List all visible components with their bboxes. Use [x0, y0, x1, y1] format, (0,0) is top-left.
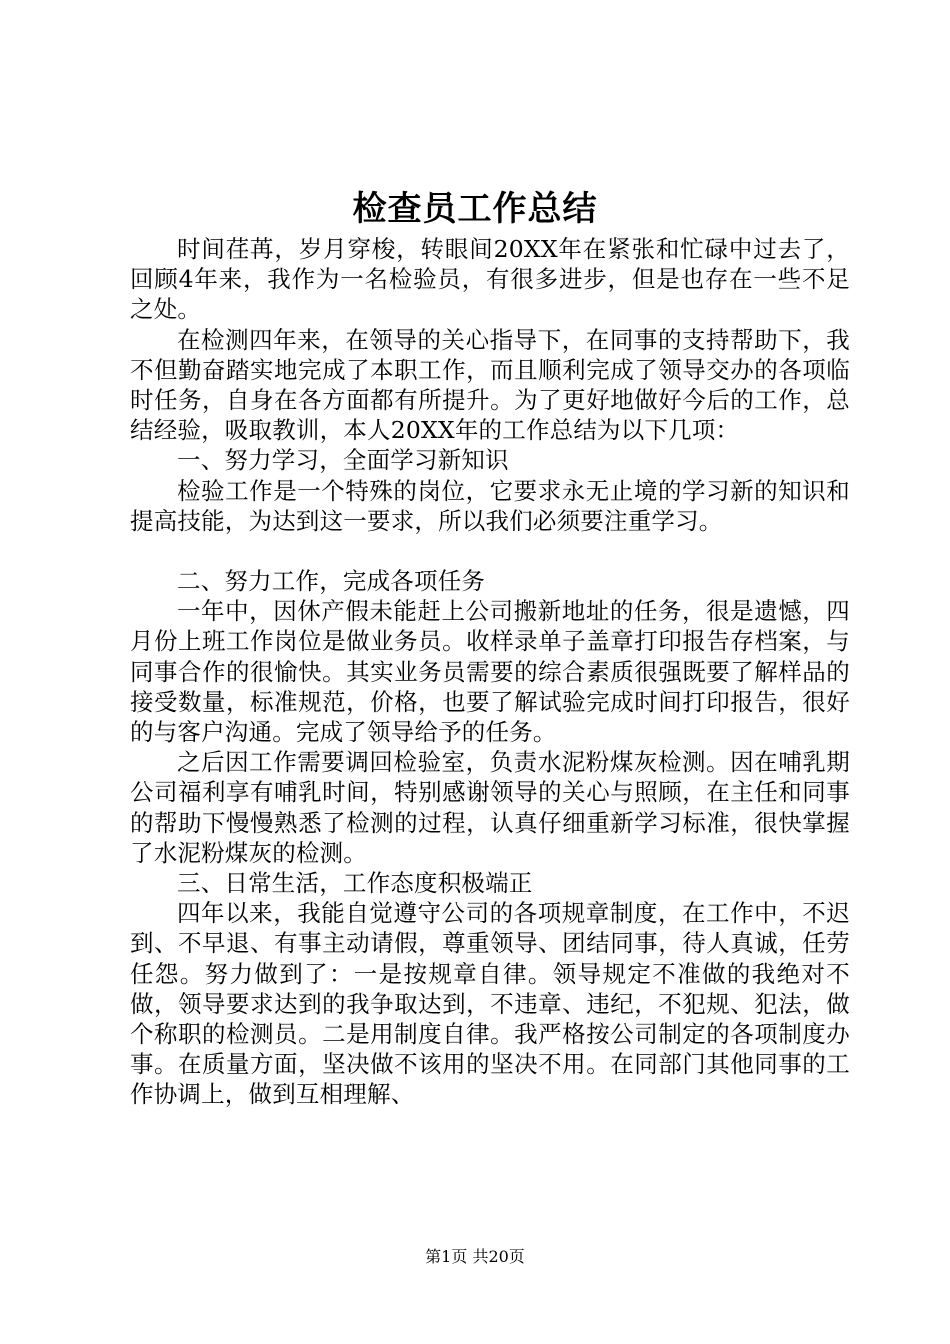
section-heading-1: 一、努力学习，全面学习新知识 — [177, 446, 509, 475]
document-title: 检查员工作总结 — [352, 189, 598, 229]
paragraph-overview: 在检测四年来，在领导的关心指导下，在同事的支持帮助下，我不但勤奋踏实地完成了本职工作，而且顺利完成了领导交办的各项临时任务，自身在各方面都有所提升。为了更好地做好今后的工作，总结经验，吸取教训，本人20XX年的工作总结为以下几项： — [130, 325, 850, 445]
document-body — [130, 234, 850, 1110]
paragraph-intro: 时间荏苒，岁月穿梭，转眼间20XX年在紧张和忙碌中过去了，回顾4年来，我作为一名检验员，有很多进步，但是也存在一些不足之处。 — [130, 235, 850, 324]
section-heading-3: 三、日常生活，工作态度积极端正 — [177, 869, 533, 898]
paragraph-study: 检验工作是一个特殊的岗位，它要求永无止境的学习新的知识和提高技能，为达到这一要求，所以我们必须要注重学习。 — [130, 476, 850, 535]
paragraph-spacer — [130, 536, 850, 566]
section-heading-2: 二、努力工作，完成各项任务 — [177, 567, 486, 596]
page-number-footer: 第1页 共20页 — [425, 1247, 525, 1266]
paragraph-attitude: 四年以来，我能自觉遵守公司的各项规章制度，在工作中，不迟到、不早退、有事主动请假，尊重领导、团结同事，待人真诚，任劳任怨。努力做到了：一是按规章自律。领导规定不准做的我绝对不做，领导要求达到的我争取达到，不违章、违纪，不犯规、犯法，做个称职的检测员。二是用制度自律。我严格按公司制定的各项制度办事。在质量方面，坚决做不该用的坚决不用。在同部门其他同事的工作协调上，做到互相理解、 — [130, 899, 850, 1109]
paragraph-work: 一年中，因休产假未能赶上公司搬新地址的任务，很是遗憾，四月份上班工作岗位是做业务员。收样录单子盖章打印报告存档案，与同事合作的很愉快。其实业务员需要的综合素质很强既要了解样品的接受数量，标准规范，价格，也要了解试验完成时间打印报告，很好的与客户沟通。完成了领导给予的任务。 — [130, 597, 850, 747]
paragraph-lab: 之后因工作需要调回检验室，负责水泥粉煤灰检测。因在哺乳期公司福利享有哺乳时间，特别感谢领导的关心与照顾，在主任和同事的帮助下慢慢熟悉了检测的过程，认真仔细重新学习标准，很快掌握了水泥粉煤灰的检测。 — [130, 748, 850, 867]
